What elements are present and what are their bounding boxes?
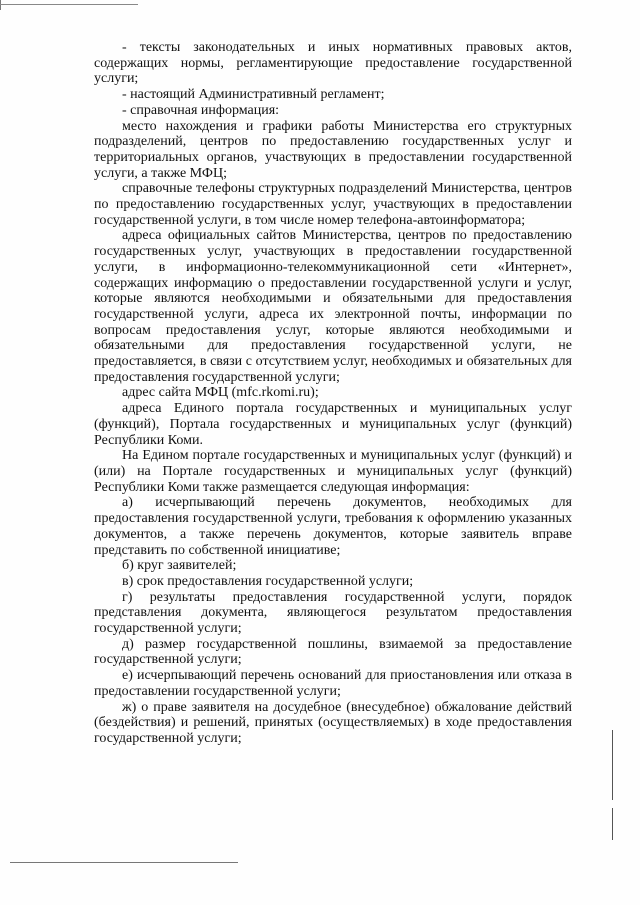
paragraph: г) результаты предоставления государственной услуги, порядок представления документа, являющегося результатом предоставления государственной услуги;: [94, 589, 572, 637]
paragraph: место нахождения и графики работы Министерства его структурных подразделений, центров по предоставлению государственных услуг и территориальных органов, участвующих в предоставлении государственной услуги, а также МФЦ;: [94, 118, 572, 181]
scan-artifact-right-line: [612, 730, 613, 800]
paragraph: е) исчерпывающий перечень оснований для приостановления или отказа в предоставлении государственной услуги;: [94, 668, 572, 699]
scan-artifact-bottom-line: [10, 862, 238, 863]
paragraph: б) круг заявителей;: [122, 558, 237, 574]
paragraph: - настоящий Административный регламент;: [122, 87, 385, 103]
scan-artifact-top-line: [0, 4, 138, 5]
paragraph: а) исчерпывающий перечень документов, необходимых для предоставления государственной услуги, требования к оформлению указанных документов, а также перечень документов, которые заявитель вправе представить по собственной инициативе;: [94, 495, 572, 558]
paragraph: адреса Единого портала государственных и муниципальных услуг (функций), Портала государственных и муниципальных услуг (функций) Республики Коми.: [94, 401, 572, 448]
paragraph: адреса официальных сайтов Министерства, центров по предоставлению государственных услуг, участвующих в предоставлении государственной услуги, в информационно-телекоммуникационной сети «Интернет», содержащих информацию о предоставлении государственной услуги и услуг, которые являются необходимыми и обязательными для предоставления государственной услуги, адреса их электронной почты, информации по вопросам предоставления услуг, которые являются необходимыми и обязательными для предоставления государственной услуги, не предоставляется, в связи с отсутствием услуг, необходимых и обязательных для предоставления государственной услуги;: [94, 228, 572, 385]
scan-artifact-right-line: [612, 808, 613, 840]
document-body: [94, 40, 572, 747]
scan-artifact-corner: [0, 0, 7, 10]
paragraph: - тексты законодательных и иных нормативных правовых актов, содержащих нормы, регламентирующие предоставление государственной услуги;: [94, 40, 572, 87]
paragraph: ж) о праве заявителя на досудебное (внесудебное) обжалование действий (бездействия) и решений, принятых (осуществляемых) в ходе предоставления государственной услуги;: [94, 699, 572, 746]
paragraph: в) срок предоставления государственной услуги;: [122, 573, 414, 589]
paragraph: На Едином портале государственных и муниципальных услуг (функций) и (или) на Портале государственных и муниципальных услуг (функций) Республики Коми также размещается следующая информация:: [94, 448, 572, 495]
paragraph: адрес сайта МФЦ (mfc.rkomi.ru);: [122, 385, 319, 401]
paragraph: - справочная информация:: [122, 102, 280, 118]
paragraph: д) размер государственной пошлины, взимаемой за предоставление государственной услуги;: [94, 636, 572, 668]
paragraph: справочные телефоны структурных подразделений Министерства, центров по предоставлению государственных услуг, участвующих в предоставлении государственной услуги, в том числе номер телефона-автоинформатора;: [94, 181, 572, 228]
